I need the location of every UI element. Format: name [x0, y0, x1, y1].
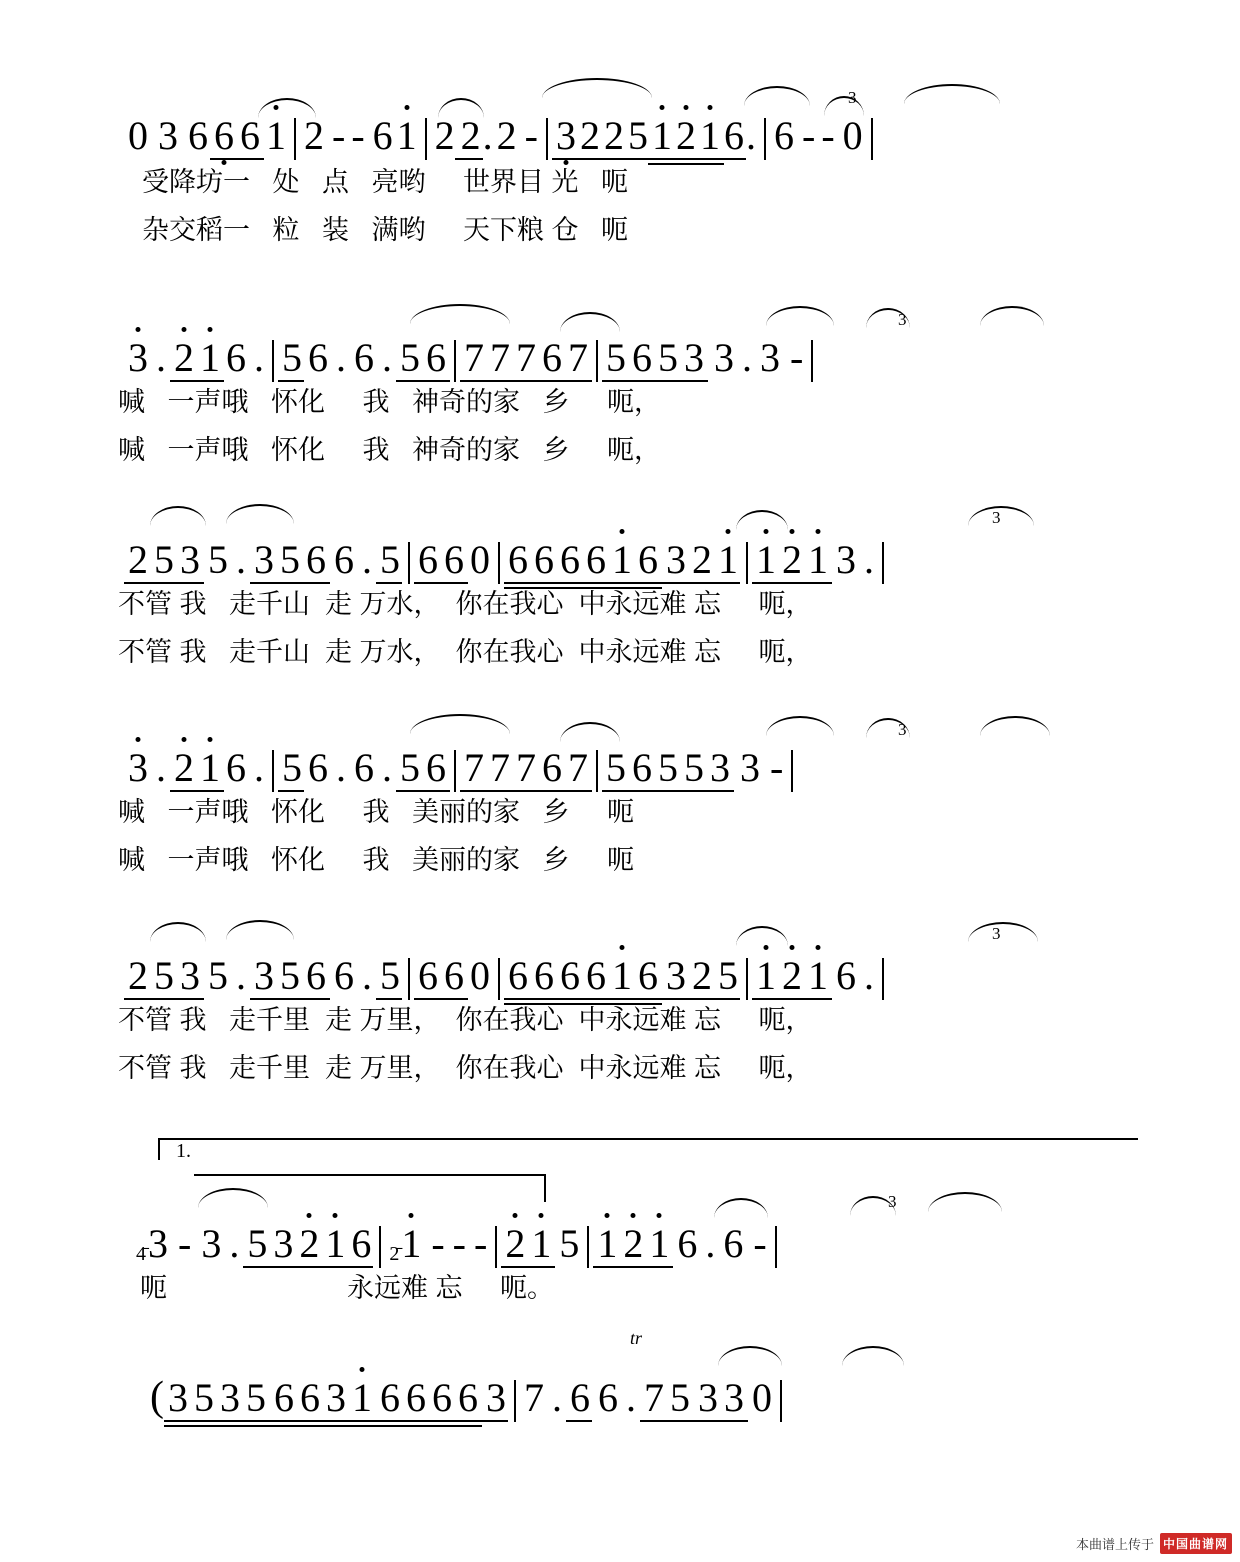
note: 5 — [282, 748, 302, 788]
note: 6 — [226, 745, 246, 790]
slur — [736, 926, 788, 946]
note: 7 — [464, 338, 484, 378]
barline — [746, 542, 748, 584]
triplet-marker: 3 — [848, 88, 857, 107]
note: 5 — [154, 540, 174, 580]
triplet-marker: 3 — [992, 924, 1001, 943]
slur — [766, 306, 834, 326]
lyric-text: 不管 我 走千山 走 万水， 你在我心 中永远难 忘 呃， — [118, 589, 813, 619]
lyric-row-1 — [0, 382, 662, 422]
notation-row — [128, 532, 892, 580]
note: 5 — [606, 748, 626, 788]
note: - — [770, 745, 784, 790]
dot: . — [254, 745, 264, 790]
note: 3 — [684, 338, 704, 378]
barline — [882, 542, 884, 584]
note: 6 — [188, 113, 208, 158]
slur — [744, 86, 810, 106]
note: 5 — [247, 1224, 267, 1264]
note: 5 — [628, 116, 648, 156]
note: 6 — [351, 1224, 371, 1264]
note: - — [524, 113, 538, 158]
note: 7 — [516, 338, 536, 378]
note: 6 — [836, 953, 856, 998]
repeat-ending-1-bracket — [158, 1138, 1138, 1140]
slur — [560, 312, 620, 332]
note: 5 — [380, 540, 400, 580]
slur — [928, 1192, 1002, 1212]
triplet-marker: 3 — [992, 508, 1001, 527]
note: 3 — [710, 748, 730, 788]
note: 0 — [470, 953, 490, 998]
note: - — [473, 1221, 488, 1266]
note: 2 — [692, 540, 712, 580]
note: 3 — [666, 956, 686, 996]
slur — [410, 304, 510, 324]
note: - — [452, 1221, 466, 1266]
note: 3 — [666, 540, 686, 580]
dot: . — [552, 1375, 562, 1420]
note: 2 — [299, 1224, 319, 1264]
open-paren: ( — [150, 1374, 164, 1420]
note: 5 — [606, 338, 626, 378]
dot: . — [705, 1221, 716, 1266]
notation-row — [128, 108, 881, 156]
repeat-ending-2-bracket — [194, 1174, 546, 1176]
barline — [272, 750, 274, 792]
note: 6 — [214, 116, 234, 156]
note: 2 — [782, 540, 802, 580]
note: 2 — [128, 540, 148, 580]
note: 3 — [180, 956, 200, 996]
note: 6 — [560, 956, 580, 996]
note: 5 — [246, 1378, 266, 1418]
note: 6 — [306, 956, 326, 996]
note: 6 — [458, 1378, 478, 1418]
note: 5 — [154, 956, 174, 996]
dot: . — [156, 745, 166, 790]
note: 2 — [782, 956, 802, 996]
note: 6 — [426, 748, 446, 788]
note: 3 — [556, 116, 576, 156]
note: 1 — [649, 1224, 669, 1264]
note: 6 — [508, 956, 528, 996]
note: 2 — [692, 956, 712, 996]
note: 1 — [700, 116, 720, 156]
lyric-text: 呃 永远难 忘 呃。 — [140, 1273, 555, 1303]
lyric-text: 喊 一声哦 怀化 我 神奇的家 乡 呃， — [118, 387, 662, 417]
note: 1 — [531, 1224, 551, 1264]
note: 5 — [684, 748, 704, 788]
note: 6 — [508, 540, 528, 580]
note: - — [351, 113, 365, 158]
note: - — [753, 1221, 767, 1266]
note: 6 — [334, 953, 354, 998]
dot: . — [362, 953, 372, 998]
note: 5 — [400, 748, 420, 788]
lyric-row-1 — [0, 162, 629, 202]
barline — [514, 1380, 516, 1422]
note: 1 — [401, 1221, 422, 1266]
note: 3 — [740, 745, 760, 790]
lyric-row-2 — [0, 430, 662, 470]
lyric-text: 喊 一声哦 怀化 我 美丽的家 乡 呃 — [118, 797, 635, 827]
trill-ornament: tr — [630, 1328, 643, 1348]
note: 1 — [612, 540, 632, 580]
note: 2 — [174, 338, 194, 378]
barline — [546, 118, 548, 160]
note: 1 — [396, 113, 417, 158]
barline — [454, 750, 456, 792]
note: 6 — [334, 537, 354, 582]
barline — [596, 750, 598, 792]
barline — [408, 542, 410, 584]
note: 6 — [432, 1378, 452, 1418]
note: 7 — [568, 748, 588, 788]
note: 5 — [718, 956, 738, 996]
dot: . — [156, 335, 166, 380]
barline — [596, 340, 598, 382]
lyric-text: 杂交稻一 粒 装 满哟 天下粮 仓 呃 — [142, 215, 629, 245]
dot: . — [864, 537, 874, 582]
credit-text: 本曲谱上传于 — [1075, 1537, 1154, 1552]
note: 6 — [444, 956, 464, 996]
note: 1 — [756, 956, 776, 996]
lyric-text: 喊 一声哦 怀化 我 美丽的家 乡 呃 — [118, 845, 635, 875]
note: 5 — [280, 956, 300, 996]
note: 6 — [240, 116, 260, 156]
note: 6 — [560, 540, 580, 580]
barline — [780, 1380, 782, 1422]
note: 7 — [524, 1375, 544, 1420]
dot: . — [236, 953, 246, 998]
note: 5 — [559, 1221, 580, 1266]
note: 6 — [274, 1378, 294, 1418]
note: 3 — [714, 335, 734, 380]
slur — [226, 504, 294, 524]
note: - — [790, 335, 804, 380]
note: 6 — [677, 1221, 698, 1266]
lyric-row-1 — [0, 1268, 555, 1308]
note: 2 — [505, 1224, 525, 1264]
note: 1 — [718, 540, 738, 580]
triplet-marker: 3 — [898, 720, 907, 739]
note: 7 — [490, 748, 510, 788]
note: 7 — [464, 748, 484, 788]
note: 6 — [426, 338, 446, 378]
lyric-text: 不管 我 走千里 走 万里， 你在我心 中永远难 忘 呃， — [118, 1005, 813, 1035]
note: 5 — [208, 537, 228, 582]
note: 5 — [208, 953, 228, 998]
slur — [968, 922, 1038, 942]
barline — [498, 542, 500, 584]
note: 1 — [200, 338, 220, 378]
notation-row — [136, 1216, 785, 1264]
lyric-text: 喊 一声哦 怀化 我 神奇的家 乡 呃， — [118, 435, 662, 465]
note: 2 — [580, 116, 600, 156]
note: 2 — [623, 1224, 643, 1264]
note: 2 — [128, 956, 148, 996]
slur — [410, 714, 510, 734]
note: 6 — [308, 335, 328, 380]
lyric-row-2 — [0, 840, 635, 880]
note: 6 — [372, 113, 393, 158]
note: 3 — [220, 1378, 240, 1418]
barline — [498, 958, 500, 1000]
dot: . — [336, 335, 346, 380]
barline — [882, 958, 884, 1000]
note: 3 — [180, 540, 200, 580]
triplet-marker: 3 — [888, 1192, 897, 1211]
upload-credit — [1076, 1533, 1232, 1554]
slur — [150, 506, 206, 526]
note: - — [178, 1221, 192, 1266]
note: 1 — [352, 1378, 372, 1418]
barline — [764, 118, 766, 160]
site-logo — [1160, 1533, 1232, 1554]
note: 3 — [486, 1378, 506, 1418]
note: 1 — [597, 1224, 617, 1264]
note: 6 — [354, 745, 374, 790]
barline — [746, 958, 748, 1000]
slur — [980, 306, 1044, 326]
barline — [408, 958, 410, 1000]
dot: . — [626, 1375, 636, 1420]
repeat-ending-2-tick — [544, 1174, 546, 1202]
barline — [294, 118, 296, 160]
barline — [454, 340, 456, 382]
note: 6 — [308, 745, 328, 790]
note: 0 — [470, 537, 490, 582]
note: 3 — [254, 956, 274, 996]
note: 1 — [808, 540, 828, 580]
note: 6 — [406, 1378, 426, 1418]
dot: . — [864, 953, 874, 998]
note: 6 — [226, 335, 246, 380]
note: 6 — [632, 338, 652, 378]
tempo-fermata-marker: 4̄ — [136, 1243, 146, 1265]
note: 6 — [723, 1221, 744, 1266]
notation-row — [128, 740, 801, 788]
note: 7 — [516, 748, 536, 788]
note: 6 — [418, 540, 438, 580]
dot: . — [229, 1221, 240, 1266]
note: 6 — [418, 956, 438, 996]
note: 2 — [174, 748, 194, 788]
lyric-text: 不管 我 走千山 走 万水， 你在我心 中永远难 忘 呃， — [118, 637, 813, 667]
note: 2 — [434, 113, 455, 158]
note: 0 — [128, 113, 148, 158]
note: - — [801, 113, 816, 158]
note: 3 — [836, 537, 856, 582]
barline — [775, 1226, 777, 1268]
note: 2 — [604, 116, 624, 156]
note: 6 — [354, 335, 374, 380]
dot: . — [362, 537, 372, 582]
note: 6 — [534, 956, 554, 996]
note: - — [431, 1221, 445, 1266]
triplet-marker: 3 — [898, 310, 907, 329]
note: 1 — [756, 540, 776, 580]
note: 1 — [808, 956, 828, 996]
lyric-row-1 — [0, 584, 813, 624]
note: 5 — [380, 956, 400, 996]
barline — [791, 750, 793, 792]
notation-row — [128, 330, 821, 378]
note: 7 — [568, 338, 588, 378]
repeat-ending-1-label: 1. — [176, 1140, 191, 1162]
note: 3 — [128, 335, 148, 380]
note: 3 — [201, 1221, 222, 1266]
note: 2 — [496, 113, 517, 158]
note: 6 — [773, 113, 794, 158]
note: 3 — [158, 113, 178, 158]
lyric-row-1 — [0, 792, 635, 832]
note: 2 — [304, 113, 324, 158]
slur — [560, 722, 620, 742]
note: 1 — [266, 113, 286, 158]
note: 3 — [724, 1378, 744, 1418]
note: 5 — [194, 1378, 214, 1418]
dot: . — [382, 745, 392, 790]
note: 5 — [658, 338, 678, 378]
slur — [736, 510, 788, 530]
notation-row — [128, 948, 892, 996]
slur — [198, 1188, 268, 1208]
note: 3 — [273, 1224, 293, 1264]
note: 3 — [168, 1378, 188, 1418]
slur — [714, 1198, 768, 1218]
barline — [495, 1226, 497, 1268]
note: 3 — [760, 335, 780, 380]
slur — [766, 716, 834, 736]
note: 6 — [638, 540, 658, 580]
barline — [587, 1226, 589, 1268]
lyric-row-1 — [0, 1000, 813, 1040]
note: 6 — [444, 540, 464, 580]
note: 6 — [586, 540, 606, 580]
note: 1 — [200, 748, 220, 788]
barline — [811, 340, 813, 382]
slur — [904, 84, 1000, 104]
note: - — [821, 113, 835, 158]
slur — [542, 78, 652, 98]
note: 7 — [490, 338, 510, 378]
slur — [718, 1346, 782, 1366]
note: 5 — [282, 338, 302, 378]
barline — [272, 340, 274, 382]
note: 2 — [461, 116, 481, 156]
note: 0 — [752, 1375, 772, 1420]
note: 6 — [542, 338, 562, 378]
note: 5 — [670, 1378, 690, 1418]
note: 5 — [280, 540, 300, 580]
barline — [379, 1226, 381, 1268]
slur — [968, 506, 1034, 526]
note: 3 — [254, 540, 274, 580]
barline — [425, 118, 427, 160]
dot: . — [482, 113, 493, 158]
note: 3 — [148, 1221, 168, 1266]
note: 6 — [638, 956, 658, 996]
note: 6 — [632, 748, 652, 788]
dot: . — [382, 335, 392, 380]
lyric-row-2 — [0, 210, 629, 250]
dot: . — [745, 113, 756, 158]
dot: . — [336, 745, 346, 790]
lyric-text: 不管 我 走千里 走 万里， 你在我心 中永远难 忘 呃， — [118, 1053, 813, 1083]
dot: . — [236, 537, 246, 582]
note: - — [332, 113, 346, 158]
note: 1 — [325, 1224, 345, 1264]
note: 6 — [570, 1378, 590, 1418]
note: 6 — [542, 748, 562, 788]
note: 3 — [326, 1378, 346, 1418]
barline — [871, 118, 873, 160]
dot: . — [254, 335, 264, 380]
slur — [842, 1346, 904, 1366]
site-logo-text: 中国曲谱网 — [1162, 1537, 1228, 1551]
dot: . — [742, 335, 752, 380]
slur — [226, 920, 294, 940]
lyric-row-2 — [0, 632, 813, 672]
note: 3 — [698, 1378, 718, 1418]
note: 1 — [652, 116, 672, 156]
note: 2 — [676, 116, 696, 156]
lyric-text: 受降坊一 处 点 亮哟 世界目 光 呃 — [142, 167, 629, 197]
note: 6 — [534, 540, 554, 580]
note: 1 — [612, 956, 632, 996]
notation-row — [150, 1370, 790, 1418]
note: 0 — [842, 113, 863, 158]
note: 6 — [598, 1375, 618, 1420]
slur — [980, 716, 1050, 736]
slur — [150, 922, 206, 942]
ending-2-marker: 2̄ — [389, 1243, 400, 1265]
note: 6 — [300, 1378, 320, 1418]
note: 5 — [658, 748, 678, 788]
note: 6 — [724, 116, 744, 156]
note: 6 — [380, 1378, 400, 1418]
repeat-ending-1-tick — [158, 1138, 160, 1160]
note: 7 — [644, 1378, 664, 1418]
note: 6 — [586, 956, 606, 996]
note: 3 — [128, 745, 148, 790]
note: 6 — [306, 540, 326, 580]
note: 5 — [400, 338, 420, 378]
lyric-row-2 — [0, 1048, 813, 1088]
